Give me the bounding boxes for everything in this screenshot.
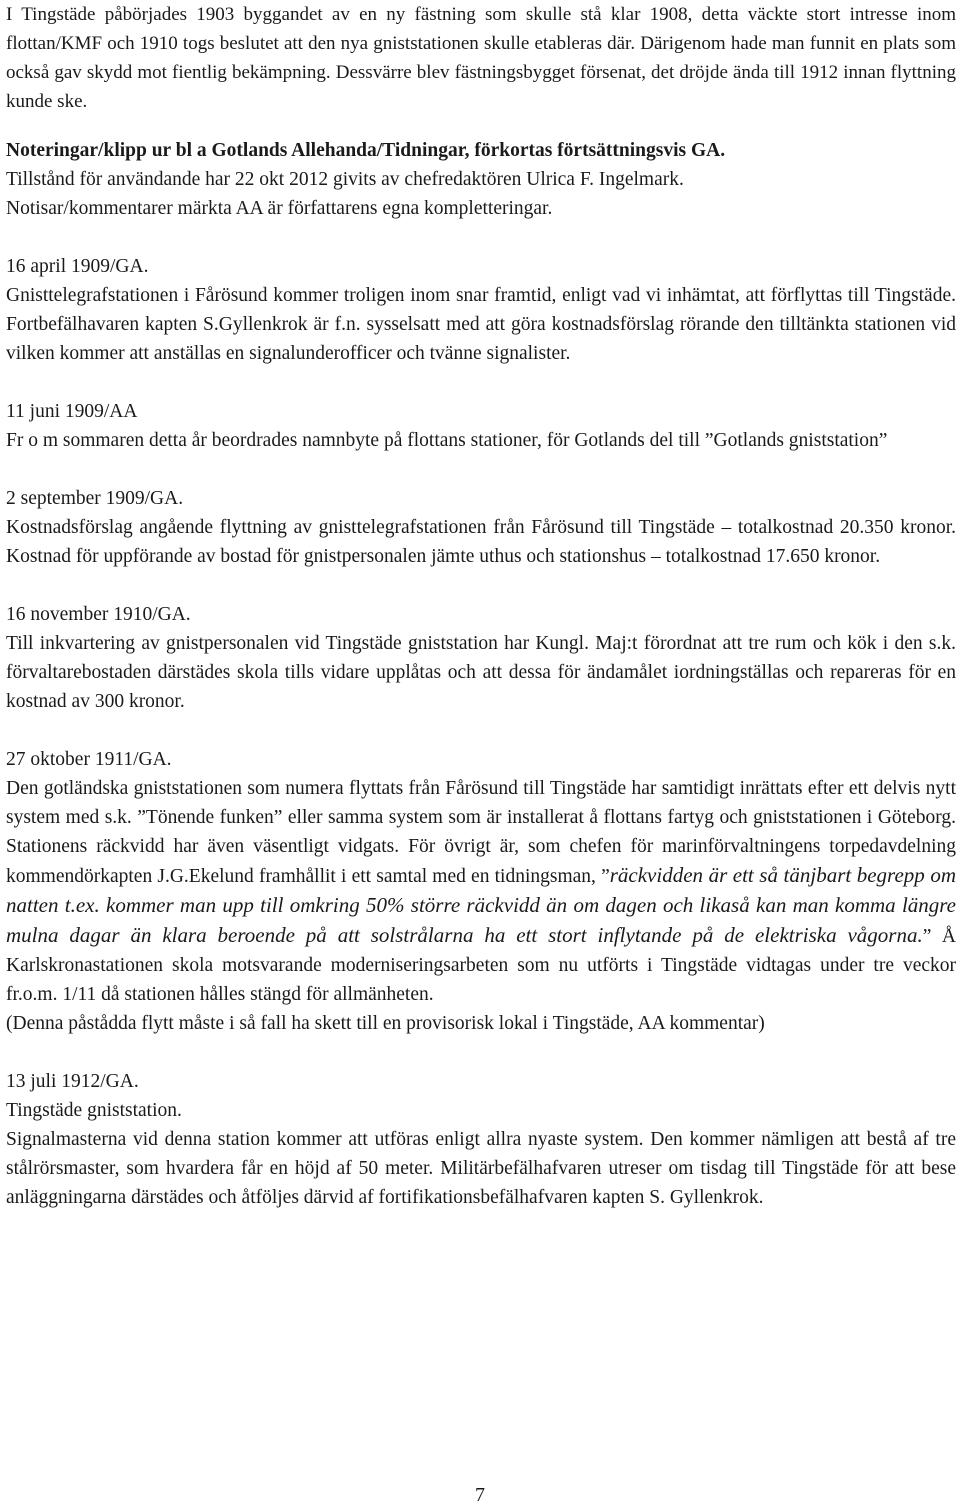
entry-1909-september xyxy=(6,484,956,571)
entry-text-before-quote: Den gotländska gniststationen som numera flyttats från Fårösund till Tingstäde har samtidigt inrättats efter ett delvis nytt system med s.k. ”Tönende funken” eller samma system som är installerat å flottans fartyg och gniststationen i Göteborg. Stationens räckvidd har även väsentligt vidgats. För övrigt är, som chefen för marinförvaltningens torpedavdelning kommendörkapten J.G.Ekelund framhållit i ett samtal med en tidningsman, ” xyxy=(6,778,956,887)
entry-1909-april xyxy=(6,252,956,368)
entry-subtitle: Tingstäde gniststation. xyxy=(6,1100,182,1121)
entry-1911-october xyxy=(6,745,956,1038)
author-comment: (Denna påstådda flytt måste i så fall ha skett till en provisorisk lokal i Tingstäde, AA kommentar) xyxy=(6,1013,765,1034)
entry-text: Kostnadsförslag angående flyttning av gnisttelegrafstationen från Fårösund till Tingstäde – totalkostnad 20.350 kronor. Kostnad för uppförande av bostad för gnistpersonalen jämte uthus och stationshus – totalkostnad 17.650 kronor. xyxy=(6,517,956,567)
notes-permission: Tillstånd för användande har 22 okt 2012 givits av chefredaktören Ulrica F. Ingelmark. xyxy=(6,169,684,190)
entry-date: 16 november 1910/GA. xyxy=(6,604,191,625)
entry-text: Till inkvartering av gnistpersonalen vid Tingstäde gniststation har Kungl. Maj:t förordnat att tre rum och kök i den s.k. förvaltarebostaden därstädes skola tills vidare upplåtas och att dessa för ändamålet iordningställas och repareras för en kostnad av 300 kronor. xyxy=(6,633,956,712)
entry-date: 27 oktober 1911/GA. xyxy=(6,749,172,770)
entry-date: 11 juni 1909/AA xyxy=(6,401,138,422)
entry-1912-july xyxy=(6,1067,956,1212)
notes-comment: Notisar/kommentarer märkta AA är författarens egna kompletteringar. xyxy=(6,198,553,219)
entry-text: Fr o m sommaren detta år beordrades namnbyte på flottans stationer, för Gotlands del till ”Gotlands gniststation” xyxy=(6,430,888,451)
entry-date: 13 juli 1912/GA. xyxy=(6,1071,139,1092)
notes-heading: Noteringar/klipp ur bl a Gotlands Allehanda/Tidningar, förkortas förtsättningsvis GA. xyxy=(6,140,726,161)
entry-date: 2 september 1909/GA. xyxy=(6,488,184,509)
entry-1910-november xyxy=(6,600,956,716)
entry-text: Signalmasterna vid denna station kommer att utföras enligt allra nyaste system. Den kommer nämligen att bestå af tre stålrörsmaster, som hvardera får en höjd af 50 meter. Militärbefälhafvaren utreser om tisdag till Tingstäde för att bese anläggningarna därstädes och åtföljes därvid af fortifikationsbefälhafvaren kapten S. Gyllenkrok. xyxy=(6,1129,956,1208)
entry-text xyxy=(6,774,956,1009)
entry-1909-june xyxy=(6,397,956,455)
entry-text-after-quote: ” Å Karlskronastationen skola motsvarande moderniseringsarbeten som nu utförts i Tingstäde vidtagas under tre veckor fr.o.m. 1/11 då stationen hålles stängd för allmänheten. xyxy=(6,926,956,1005)
document-page xyxy=(6,0,956,1212)
page-number: 7 xyxy=(475,1484,485,1506)
entry-text: Gnisttelegrafstationen i Fårösund kommer troligen inom snar framtid, enligt vad vi inhämtat, att förflyttas till Tingstäde. Fortbefälhavaren kapten S.Gyllenkrok är f.n. sysselsatt med att göra kostnadsförslag rörande den tilltänkta stationen vid vilken kommer att anställas en signalunderofficer och tvänne signalister. xyxy=(6,285,956,364)
entry-date: 16 april 1909/GA. xyxy=(6,256,149,277)
ekelund-quote: räckvidden är ett så tänjbart begrepp om natten t.ex. kommer man upp till omkring 50% större räckvidd än om dagen och likaså kan man komma längre mulna dagar än klara beroende på att solstrålarna ha ett stort inflytande på de elektriska vågorna. xyxy=(6,863,956,947)
intro-paragraph: I Tingstäde påbörjades 1903 byggandet av en ny fästning som skulle stå klar 1908, detta väckte stort intresse inom flottan/KMF och 1910 togs beslutet att den nya gniststationen skulle etableras där. Därigenom hade man funnit en plats som också gav skydd mot fientlig bekämpning. Dessvärre blev fästningsbygget försenat, det dröjde ända till 1912 innan flyttning kunde ske. xyxy=(6,4,956,112)
